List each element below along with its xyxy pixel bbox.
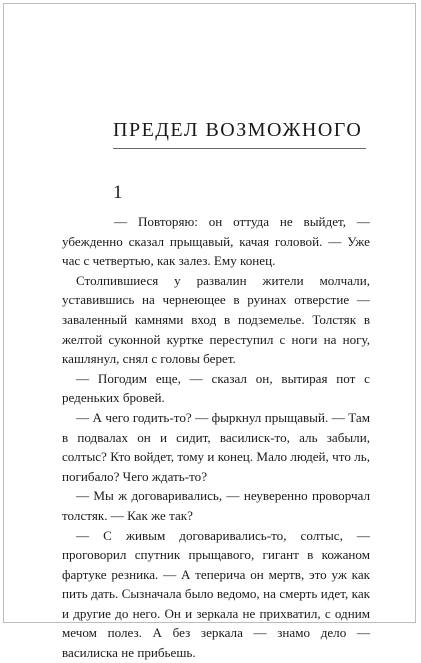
section-number: 1 — [113, 182, 123, 203]
title-underline — [113, 148, 366, 149]
paragraph: — А чего годить-то? — фыркнул прыщавый. — Там в подвалах он и сидит, василиск-то, аль забыли, солтыс? Кто войдет, тому и конец. Мало людей, что ль, погибало? Чего ждать-то? — [62, 409, 370, 484]
chapter-title: ПРЕДЕЛ ВОЗМОЖНОГО — [113, 119, 363, 141]
paragraph: — С живым договаривались-то, солтыс, — проговорил спутник прыщавого, гигант в кожаном фартуке резника. — А теперича он мертв, это уж как пить дать. Сызначала было ведомо, на смерть идет, как и другие до него. Он и зеркала не прихватил, с одним мечом полез. А без зеркала — знамо дело — василиска не прибьешь. — [62, 527, 370, 661]
paragraph: Столпившиеся у развалин жители молчали, уставившись на чернеющее в руинах отверстие — заваленный камнями вход в подземелье. Толстяк в желтой суконной куртке переступил с ноги на ногу, кашлянул, снял с головы берет. — [62, 272, 370, 367]
text-body — [62, 212, 370, 663]
paragraph: — Погодим еще, — сказал он, вытирая пот с реденьких бровей. — [62, 370, 370, 406]
paragraph: — Повторяю: он оттуда не выйдет, — убежденно сказал прыщавый, качая головой. — Уже час с четвертью, как залез. Ему конец. — [62, 214, 370, 269]
paragraph: — Мы ж договаривались, — неуверенно проворчал толстяк. — Как же так? — [62, 488, 370, 523]
